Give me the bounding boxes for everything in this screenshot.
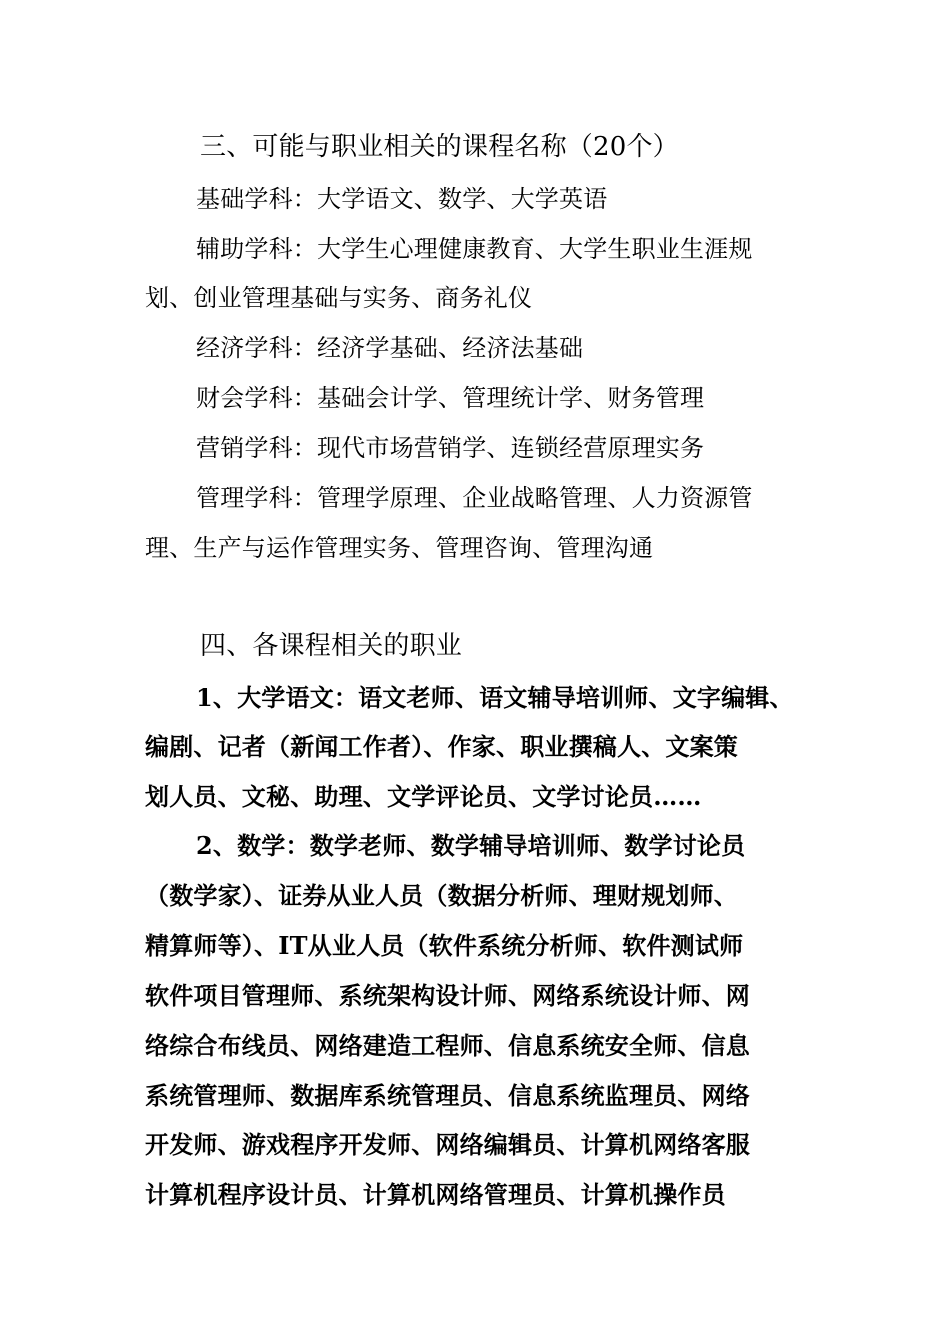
section4-line: （数学家）、证券从业人员（数据分析师、理财规划师、 bbox=[145, 881, 738, 910]
section3-line: 管理学科：管理学原理、企业战略管理、人力资源管 bbox=[196, 484, 753, 512]
section4-line: 编剧、记者（新闻工作者）、作家、职业撰稿人、文案策 bbox=[145, 732, 738, 761]
section4-line: 络综合布线员、网络建造工程师、信息系统安全师、信息 bbox=[145, 1031, 750, 1060]
section3-line: 辅助学科：大学生心理健康教育、大学生职业生涯规 bbox=[196, 235, 753, 263]
section4-line: 开发师、游戏程序开发师、网络编辑员、计算机网络客服 bbox=[145, 1130, 750, 1159]
section4-line: 精算师等）、IT从业人员（软件系统分析师、软件测试师 bbox=[145, 931, 744, 960]
section3-line: 理、生产与运作管理实务、管理咨询、管理沟通 bbox=[145, 534, 654, 562]
section4-heading: 四、各课程相关的职业 bbox=[200, 631, 463, 661]
section4-line: 1、大学语文：语文老师、语文辅导培训师、文字编辑、 bbox=[196, 683, 794, 712]
section4-line: 划人员、文秘、助理、文学评论员、文学讨论员…… bbox=[145, 782, 702, 811]
section3-line: 基础学科：大学语文、数学、大学英语 bbox=[196, 185, 608, 213]
section4-line: 软件项目管理师、系统架构设计师、网络系统设计师、网 bbox=[145, 981, 750, 1010]
section4-line: 计算机程序设计员、计算机网络管理员、计算机操作员 bbox=[145, 1180, 726, 1209]
section3-heading: 三、可能与职业相关的课程名称（20个） bbox=[200, 132, 679, 162]
section4-line: 2、数学：数学老师、数学辅导培训师、数学讨论员 bbox=[196, 831, 746, 860]
section3-line: 财会学科：基础会计学、管理统计学、财务管理 bbox=[196, 384, 705, 412]
section4-line: 系统管理师、数据库系统管理员、信息系统监理员、网络 bbox=[145, 1081, 750, 1110]
section3-line: 营销学科：现代市场营销学、连锁经营原理实务 bbox=[196, 434, 705, 462]
section3-line: 经济学科：经济学基础、经济法基础 bbox=[196, 334, 584, 362]
section3-line: 划、创业管理基础与实务、商务礼仪 bbox=[145, 284, 533, 312]
